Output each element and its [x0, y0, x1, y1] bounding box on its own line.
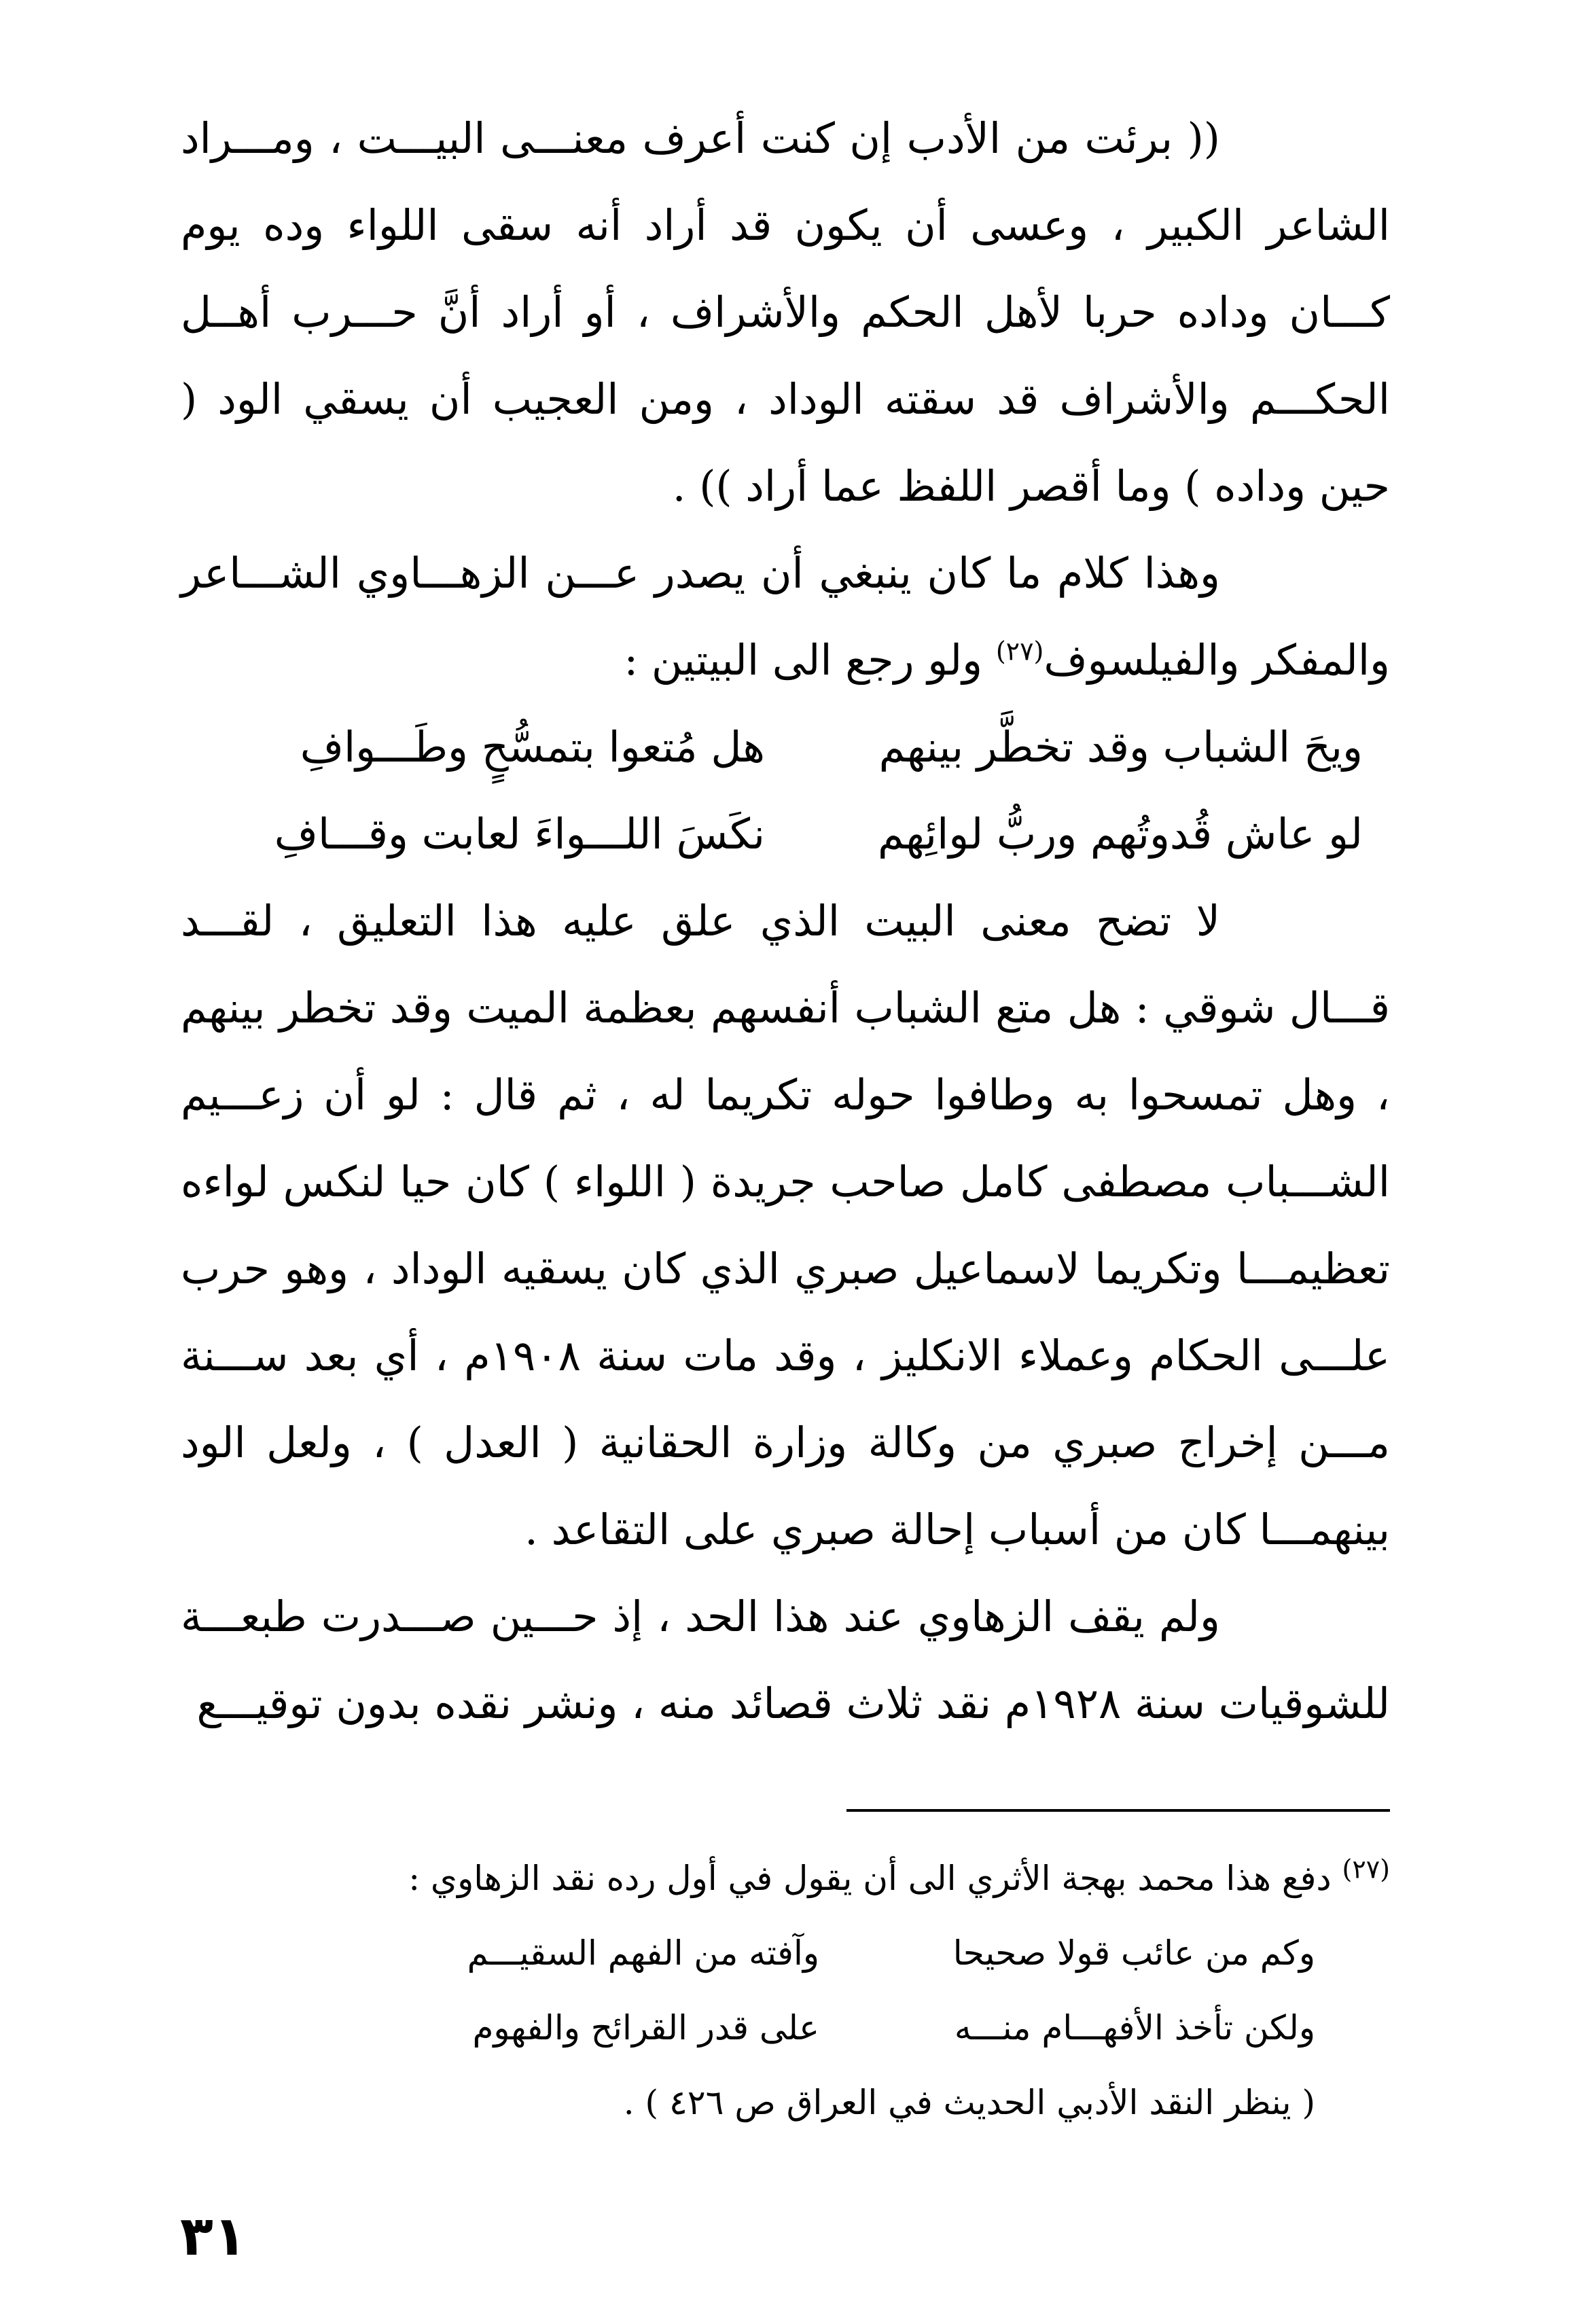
footnote-source: ( ينظر النقد الأدبي الحديث في العراق ص ٤٢٦ ) . [623, 2083, 1315, 2122]
footnote-verse-second-hemistich: على قدر القرائح والفهوم [472, 2008, 819, 2048]
paragraph-explanation: لا تضح معنى البيت الذي علق عليه هذا التعليق ، لقـــد قـــال شوقي : هل متع الشباب أنفسهم بعظمة الميت وقد تخطر بينهم ، وهل تمسحوا به وطافوا حوله تكريما له ، ثم قال : لو أن زعـــيم الشـــباب مصطفى كامل صاحب جريدة ( اللواء ) كان حيا لنكس لواءه تعظيمـــا وتكريما لاسماعيل صبري الذي كان يسقيه الوداد ، وهو حرب علـــى الحكام وعملاء الانكليز ، وقد مات سنة ١٩٠٨م ، أي بعد ســـنة مـــن إخراج صبري من وكالة وزارة الحقانية ( العدل ) ، ولعل الود بينهمـــا كان من أسباب إحالة صبري على التقاعد . [181, 896, 1391, 1554]
footnote-number: (٢٧) [1342, 1854, 1390, 1884]
footnote-verse-first-hemistich: ولكن تأخذ الأفهـــام منـــه [954, 2008, 1315, 2048]
poem-verses [181, 704, 1390, 878]
paragraph-commentary-tail: ولو رجع الى البيتين : [624, 635, 996, 685]
verse-first-hemistich: لو عاش قُدوتُهم وربُّ لوائِهم [877, 809, 1363, 859]
footnote-verse-line [181, 1990, 1390, 2065]
footnote-verse-second-hemistich: وآفته من الفهم السقيـــم [467, 1933, 819, 1973]
footnotes [181, 1841, 1390, 2140]
page-number: ٣١ [180, 2204, 247, 2268]
footnote-verse-line [181, 1916, 1390, 1990]
paragraph-commentary [181, 530, 1390, 704]
footnote-separator [846, 1809, 1390, 1812]
verse-first-hemistich: ويحَ الشباب وقد تخطَّر بينهم [878, 722, 1363, 772]
footnote-verse-first-hemistich: وكم من عائب قولا صحيحا [952, 1933, 1315, 1973]
footnote-intro-text: دفع هذا محمد بهجة الأثري الى أن يقول في أول رده نقد الزهاوي : [408, 1859, 1342, 1898]
footnote-reference: (٢٧) [995, 636, 1044, 666]
verse-second-hemistich: نكَسَ اللـــواءَ لعابت وقـــافِ [274, 809, 765, 859]
footnote-intro [181, 1841, 1390, 1916]
paragraph-commentary-text: وهذا كلام ما كان ينبغي أن يصدر عـــن الزهـــاوي الشـــاعر والمفكر والفيلسوف [181, 548, 1390, 685]
verse-line [181, 704, 1390, 791]
verse-second-hemistich: هل مُتعوا بتمسُّحٍ وطَـــوافِ [300, 722, 765, 772]
paragraph-continuation: ولم يقف الزهاوي عند هذا الحد ، إذ حـــين صـــدرت طبعـــة للشوقيات سنة ١٩٢٨م نقد ثلاث قصائد منه ، ونشر نقده بدون توقيـــع [181, 1592, 1390, 1728]
main-text [181, 95, 1390, 1747]
paragraph-quote: (( برئت من الأدب إن كنت أعرف معنـــى البيـــت ، ومـــراد الشاعر الكبير ، وعسى أن يكون قد أراد أنه سقى اللواء وده يوم كـــان وداده حربا لأهل الحكم والأشراف ، أو أراد أنَّ حـــرب أهــل الحكـــم والأشراف قد سقته الوداد ، ومن العجيب أن يسقي الود ( حين وداده ) وما أقصر اللفظ عما أراد )) . [181, 113, 1390, 511]
verse-line [181, 791, 1390, 878]
